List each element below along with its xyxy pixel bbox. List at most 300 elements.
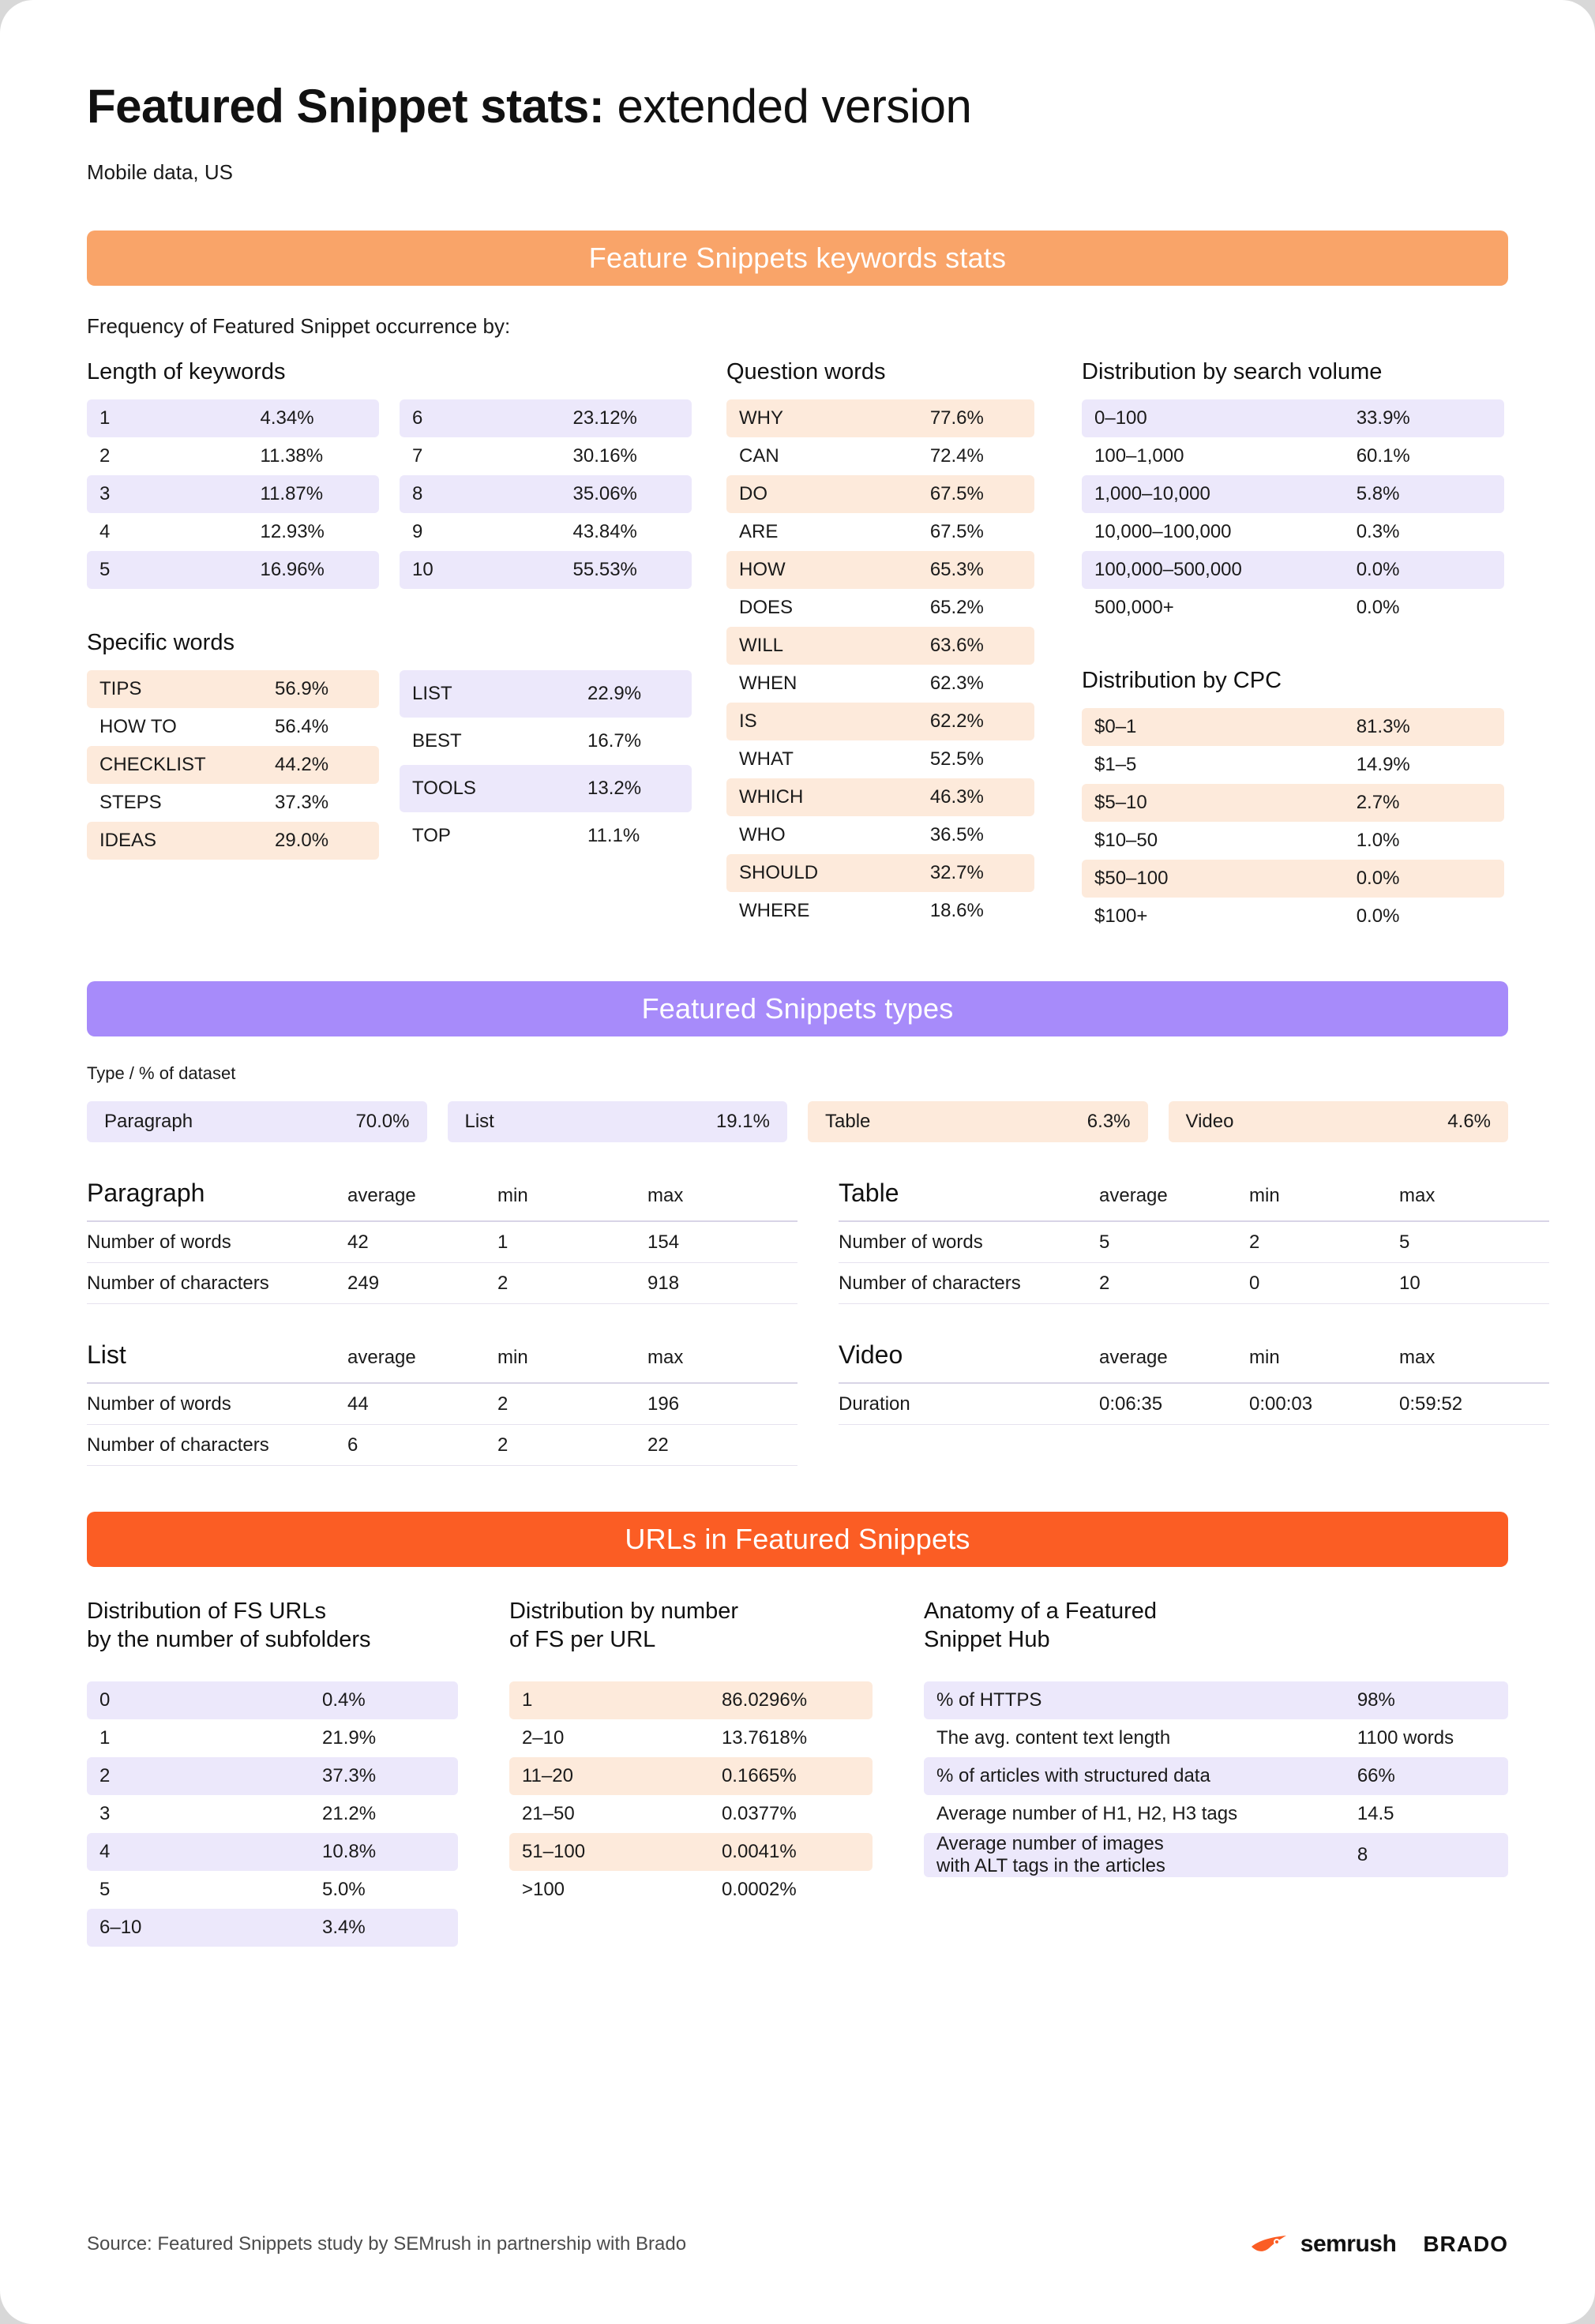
table-row [726,665,1034,703]
col-left-group [87,359,726,935]
table-row [1082,860,1504,898]
stat-column-header: min [1249,1347,1280,1368]
row-value: 0.0041% [709,1833,873,1871]
type-dataset-label: Type / % of dataset [87,1063,236,1083]
type-stat-block [839,1179,1549,1304]
stat-row [87,1425,798,1466]
row-label: $10–50 [1094,830,1158,851]
page-title-bold: Featured Snippet stats: [87,80,605,133]
row-value: 62.2% [918,703,1034,740]
table-row [924,1719,1508,1757]
row-label: CHECKLIST [87,746,262,784]
row-label: Average number of images with ALT tags in the articles [924,1833,1345,1877]
row-label: 51–100 [509,1833,709,1871]
heading-fs-per-url-line1: Distribution by number [509,1599,739,1624]
stat-row-value: 10 [1399,1272,1420,1294]
row-value: 63.6% [918,627,1034,665]
table-fs-per-url [509,1681,873,1909]
type-stat-block [839,1340,1549,1425]
row-value: 0.0% [1344,860,1504,898]
table-row [87,1871,458,1909]
row-value: 22.9% [575,670,692,718]
table-row [726,437,1034,475]
table-row [87,399,379,437]
stat-row-value: 1 [497,1231,509,1253]
table-length-right [400,399,692,589]
heading-subfolders [87,1597,509,1655]
table-row [726,703,1034,740]
row-value: 0.0% [1344,551,1504,589]
table-row [509,1833,873,1871]
row-value: 56.9% [262,670,379,708]
row-label: WILL [726,627,918,665]
row-value: 46.3% [918,778,1034,816]
row-label: 9 [412,521,423,542]
row-value: 10.8% [310,1833,458,1871]
table-row [87,437,379,475]
row-label: STEPS [99,792,162,813]
row-label: TIPS [87,670,262,708]
type-pill [808,1101,1148,1142]
stat-row [87,1222,798,1263]
row-label: 6 [400,399,561,437]
row-label: TOP [412,825,451,846]
stat-column-header: max [1399,1347,1436,1368]
stat-row-value: 0:59:52 [1399,1393,1463,1415]
row-value: 0.3% [1356,521,1400,542]
stat-row-label: Number of characters [87,1434,269,1456]
stat-column-header: average [347,1185,416,1206]
table-row [1082,513,1504,551]
type-stat-columns [87,1142,1508,1466]
stat-block-title: List [87,1340,126,1369]
row-value: 35.06% [561,475,692,513]
row-value: 29.0% [262,822,379,860]
stat-row-value: 0:06:35 [1099,1393,1163,1415]
table-row [1082,898,1504,935]
table-row [1082,708,1504,746]
type-stat-block [87,1179,798,1304]
row-label: WHO [739,824,786,845]
row-value: 77.6% [918,399,1034,437]
stat-header-row [87,1179,798,1222]
row-value: 56.4% [275,716,329,737]
keywords-columns [87,359,1508,935]
table-row [400,437,692,475]
row-value: 98% [1345,1681,1508,1719]
section-bar-urls: URLs in Featured Snippets [87,1512,1508,1567]
col-distributions [1082,359,1508,935]
heading-subfolders-line2: by the number of subfolders [87,1627,371,1653]
brado-wordmark: BRADO [1423,2232,1508,2256]
table-row [726,854,1034,892]
row-label: 1 [87,399,248,437]
heading-anatomy [924,1597,1508,1655]
heading-cpc: Distribution by CPC [1082,668,1282,693]
table-row [87,1833,458,1871]
row-label: WHICH [726,778,918,816]
row-label: 3 [99,1802,111,1824]
row-value: 36.5% [929,824,984,845]
table-row [400,475,692,513]
row-value: 65.3% [918,551,1034,589]
heading-search-volume: Distribution by search volume [1082,359,1383,384]
row-value: 0.4% [310,1681,458,1719]
type-pill-name: Paragraph [104,1111,193,1132]
stat-row-value: 6 [347,1434,358,1456]
table-search-volume [1082,399,1504,627]
stat-row-value: 22 [647,1434,669,1456]
row-value: 60.1% [1356,445,1410,467]
stat-column-header: min [1249,1185,1280,1206]
row-label: SHOULD [726,854,918,892]
row-label: 0 [87,1681,310,1719]
page-title-light: extended version [604,80,972,133]
stat-column-header: max [1399,1185,1436,1206]
row-value: 37.3% [275,792,329,813]
row-label: 5 [99,1878,111,1900]
row-label: 2–10 [521,1726,565,1749]
table-cpc [1082,708,1504,935]
row-label: IS [726,703,918,740]
row-value: 2.7% [1344,784,1504,822]
table-row [726,778,1034,816]
row-label: 10,000–100,000 [1094,521,1232,542]
row-value: 21.9% [322,1726,377,1749]
row-label: 1 [99,1726,111,1749]
row-label: 1,000–10,000 [1082,475,1344,513]
heading-specific-words: Specific words [87,630,235,655]
stat-row-label: Duration [839,1393,910,1415]
table-row [400,718,692,765]
table-row [726,816,1034,854]
stat-column-header: average [347,1347,416,1368]
row-label: 2 [87,1757,310,1795]
row-value: 11.87% [248,475,380,513]
row-value: 14.5 [1357,1802,1394,1824]
table-row [87,1719,458,1757]
table-row [924,1833,1508,1877]
table-row [1082,437,1504,475]
stat-row [87,1384,798,1425]
row-value: 86.0296% [709,1681,873,1719]
table-row [87,708,379,746]
row-label: DOES [739,597,794,618]
row-label: TOOLS [400,765,575,812]
table-row [726,551,1034,589]
row-label: WHY [726,399,918,437]
stat-row-label: Number of words [839,1231,983,1253]
source-text: Source: Featured Snippets study by SEMrush in partnership with Brado [87,2233,687,2255]
table-row [87,513,379,551]
stat-row-value: 0 [1249,1272,1260,1294]
brand-logos [1250,2231,1508,2258]
col-anatomy [924,1597,1508,1947]
heading-anatomy-line2: Snippet Hub [924,1627,1050,1653]
heading-subfolders-line1: Distribution of FS URLs [87,1599,326,1624]
row-value: 21.2% [322,1802,377,1824]
row-value: 65.2% [929,597,984,618]
row-label: HOW TO [99,716,177,737]
row-label: 10 [400,551,561,589]
row-value: 55.53% [561,551,692,589]
row-label: 100,000–500,000 [1082,551,1344,589]
row-value: 67.5% [929,521,984,542]
row-label: 7 [412,445,423,467]
row-label: ARE [739,521,779,542]
table-row [400,670,692,718]
row-value: 0.0377% [721,1802,797,1824]
table-row [1082,399,1504,437]
row-label: $100+ [1094,905,1148,927]
row-value: 72.4% [929,445,984,467]
stat-row-label: Number of characters [839,1272,1021,1294]
type-pill-name: Table [825,1111,871,1132]
semrush-logo [1250,2231,1397,2258]
row-value: 4.34% [248,399,380,437]
table-specific-left [87,670,379,860]
table-row [400,551,692,589]
table-row [87,551,379,589]
table-row [509,1719,873,1757]
stat-header-row [839,1340,1549,1384]
row-value: 12.93% [260,521,325,542]
stat-row-value: 2 [1249,1231,1260,1253]
row-label: $5–10 [1082,784,1344,822]
row-value: 32.7% [918,854,1034,892]
type-stat-block [87,1340,798,1466]
row-value: 67.5% [918,475,1034,513]
row-label: 11–20 [509,1757,709,1795]
col-question-words [726,359,1082,935]
page-subtitle: Mobile data, US [87,160,233,184]
col-subfolders [87,1597,509,1947]
row-label: 8 [400,475,561,513]
type-pill-value: 70.0% [355,1111,410,1132]
row-label: 6–10 [87,1909,310,1947]
row-value: 0.0002% [721,1878,797,1900]
type-pill [448,1101,788,1142]
row-label: $1–5 [1094,754,1137,775]
heading-question-words: Question words [726,359,886,384]
stat-column-header: max [647,1347,684,1368]
table-row [1082,475,1504,513]
row-label: The avg. content text length [936,1726,1171,1749]
table-row [726,627,1034,665]
stat-row-value: 44 [347,1393,369,1415]
heading-fs-per-url-line2: of FS per URL [509,1627,656,1653]
table-row [87,784,379,822]
stat-column-header: max [647,1185,684,1206]
table-row [1082,784,1504,822]
row-value: 33.9% [1344,399,1504,437]
row-label: IDEAS [87,822,262,860]
heading-fs-per-url [509,1597,924,1655]
table-row [87,1757,458,1795]
stat-row-label: Number of characters [87,1272,269,1294]
row-label: 5 [87,551,248,589]
row-label: WHAT [739,748,794,770]
footer [87,2231,1508,2258]
table-row [726,475,1034,513]
row-label: 4 [99,521,111,542]
table-row [509,1871,873,1909]
row-label: 4 [87,1833,310,1871]
table-row [1082,551,1504,589]
row-label: 1 [509,1681,709,1719]
table-row [1082,822,1504,860]
row-label: CAN [739,445,779,467]
stat-header-row [87,1340,798,1384]
row-label: Average number of H1, H2, H3 tags [936,1802,1238,1824]
stat-row [839,1384,1549,1425]
row-label: LIST [400,670,575,718]
stat-column-header: min [497,1185,528,1206]
row-value: 44.2% [262,746,379,784]
type-pill-row [87,1101,1508,1142]
stat-row-value: 918 [647,1272,680,1294]
row-value: 0.0% [1356,905,1400,927]
row-value: 66% [1345,1757,1508,1795]
stat-row-value: 249 [347,1272,380,1294]
type-pill-value: 6.3% [1086,1111,1131,1132]
stat-row [839,1263,1549,1304]
stat-row-value: 2 [497,1393,509,1415]
row-label: 21–50 [521,1802,575,1824]
type-stat-left [87,1142,798,1466]
row-value: 16.96% [248,551,380,589]
row-value: 11.38% [260,445,324,467]
row-value: 43.84% [572,521,637,542]
stat-row-value: 0:00:03 [1249,1393,1313,1415]
row-value: 1.0% [1356,830,1400,851]
stat-header-row [839,1179,1549,1222]
stat-row [839,1222,1549,1263]
table-row [87,475,379,513]
row-label: HOW [726,551,918,589]
row-value: 0.1665% [709,1757,873,1795]
table-row [1082,589,1504,627]
row-value: 16.7% [587,730,642,752]
row-value: 13.7618% [721,1726,808,1749]
type-pill-value: 4.6% [1447,1111,1491,1132]
table-row [726,740,1034,778]
section-bar-keywords: Feature Snippets keywords stats [87,231,1508,286]
row-value: 5.8% [1344,475,1504,513]
page-title [87,79,1508,133]
heading-length-of-keywords: Length of keywords [87,359,286,384]
flame-icon [1250,2232,1291,2256]
type-pill-value: 19.1% [715,1111,770,1132]
row-value: 0.0% [1356,597,1400,618]
stat-row-value: 42 [347,1231,369,1253]
row-value: 30.16% [572,445,637,467]
stat-block-title: Video [839,1340,903,1369]
table-row [509,1681,873,1719]
table-row [726,513,1034,551]
stat-row-value: 5 [1399,1231,1410,1253]
type-pill-name: Video [1185,1111,1234,1132]
section-intro: Frequency of Featured Snippet occurrence by: [87,314,511,338]
table-row [400,513,692,551]
row-value: 81.3% [1344,708,1504,746]
table-row [924,1681,1508,1719]
stat-row-value: 5 [1099,1231,1110,1253]
section-bar-types: Featured Snippets types [87,981,1508,1036]
row-value: 11.1% [587,825,640,846]
row-value: 52.5% [929,748,984,770]
stat-row-value: 196 [647,1393,680,1415]
table-anatomy [924,1681,1508,1877]
stat-block-title: Table [839,1179,899,1207]
row-label: 0–100 [1082,399,1344,437]
table-row [509,1757,873,1795]
table-row [726,399,1034,437]
type-pill-name: List [464,1111,494,1132]
row-label: DO [726,475,918,513]
row-value: 14.9% [1356,754,1410,775]
stat-row-value: 2 [497,1434,509,1456]
table-row [87,746,379,784]
heading-anatomy-line1: Anatomy of a Featured [924,1599,1157,1624]
col-fs-per-url [509,1597,924,1947]
table-row [509,1795,873,1833]
stat-row [87,1263,798,1304]
row-label: 500,000+ [1094,597,1174,618]
row-label: >100 [521,1878,565,1900]
table-question-words [726,399,1034,930]
table-row [400,812,692,860]
row-value: 1100 words [1357,1726,1454,1749]
row-label: $0–1 [1082,708,1344,746]
row-label: % of articles with structured data [924,1757,1345,1795]
semrush-wordmark: semrush [1300,2231,1397,2257]
row-value: 23.12% [561,399,692,437]
row-label: 2 [99,445,111,467]
row-value: 13.2% [575,765,692,812]
table-row [1082,746,1504,784]
row-label: 3 [87,475,248,513]
table-specific-right [400,670,692,860]
stat-row-value: 2 [497,1272,509,1294]
row-label: WHERE [739,900,810,921]
row-value: 62.3% [929,673,984,694]
row-value: 18.6% [929,900,984,921]
type-stat-right [839,1142,1549,1466]
row-label: % of HTTPS [924,1681,1345,1719]
table-row [87,1681,458,1719]
table-subfolders [87,1681,458,1947]
table-row [726,589,1034,627]
type-pill [87,1101,427,1142]
row-label: 100–1,000 [1094,445,1184,467]
type-pill [1169,1101,1509,1142]
row-label: WHEN [739,673,798,694]
stat-row-value: 2 [1099,1272,1110,1294]
table-row [87,1795,458,1833]
stat-row-value: 154 [647,1231,680,1253]
stat-column-header: average [1099,1347,1168,1368]
stat-block-title: Paragraph [87,1179,205,1207]
stat-row-label: Number of words [87,1393,231,1415]
row-value: 3.4% [310,1909,458,1947]
table-row [924,1757,1508,1795]
row-label: $50–100 [1082,860,1344,898]
table-row [726,892,1034,930]
row-value: 8 [1345,1833,1508,1877]
table-length-left [87,399,379,589]
table-row [87,1909,458,1947]
